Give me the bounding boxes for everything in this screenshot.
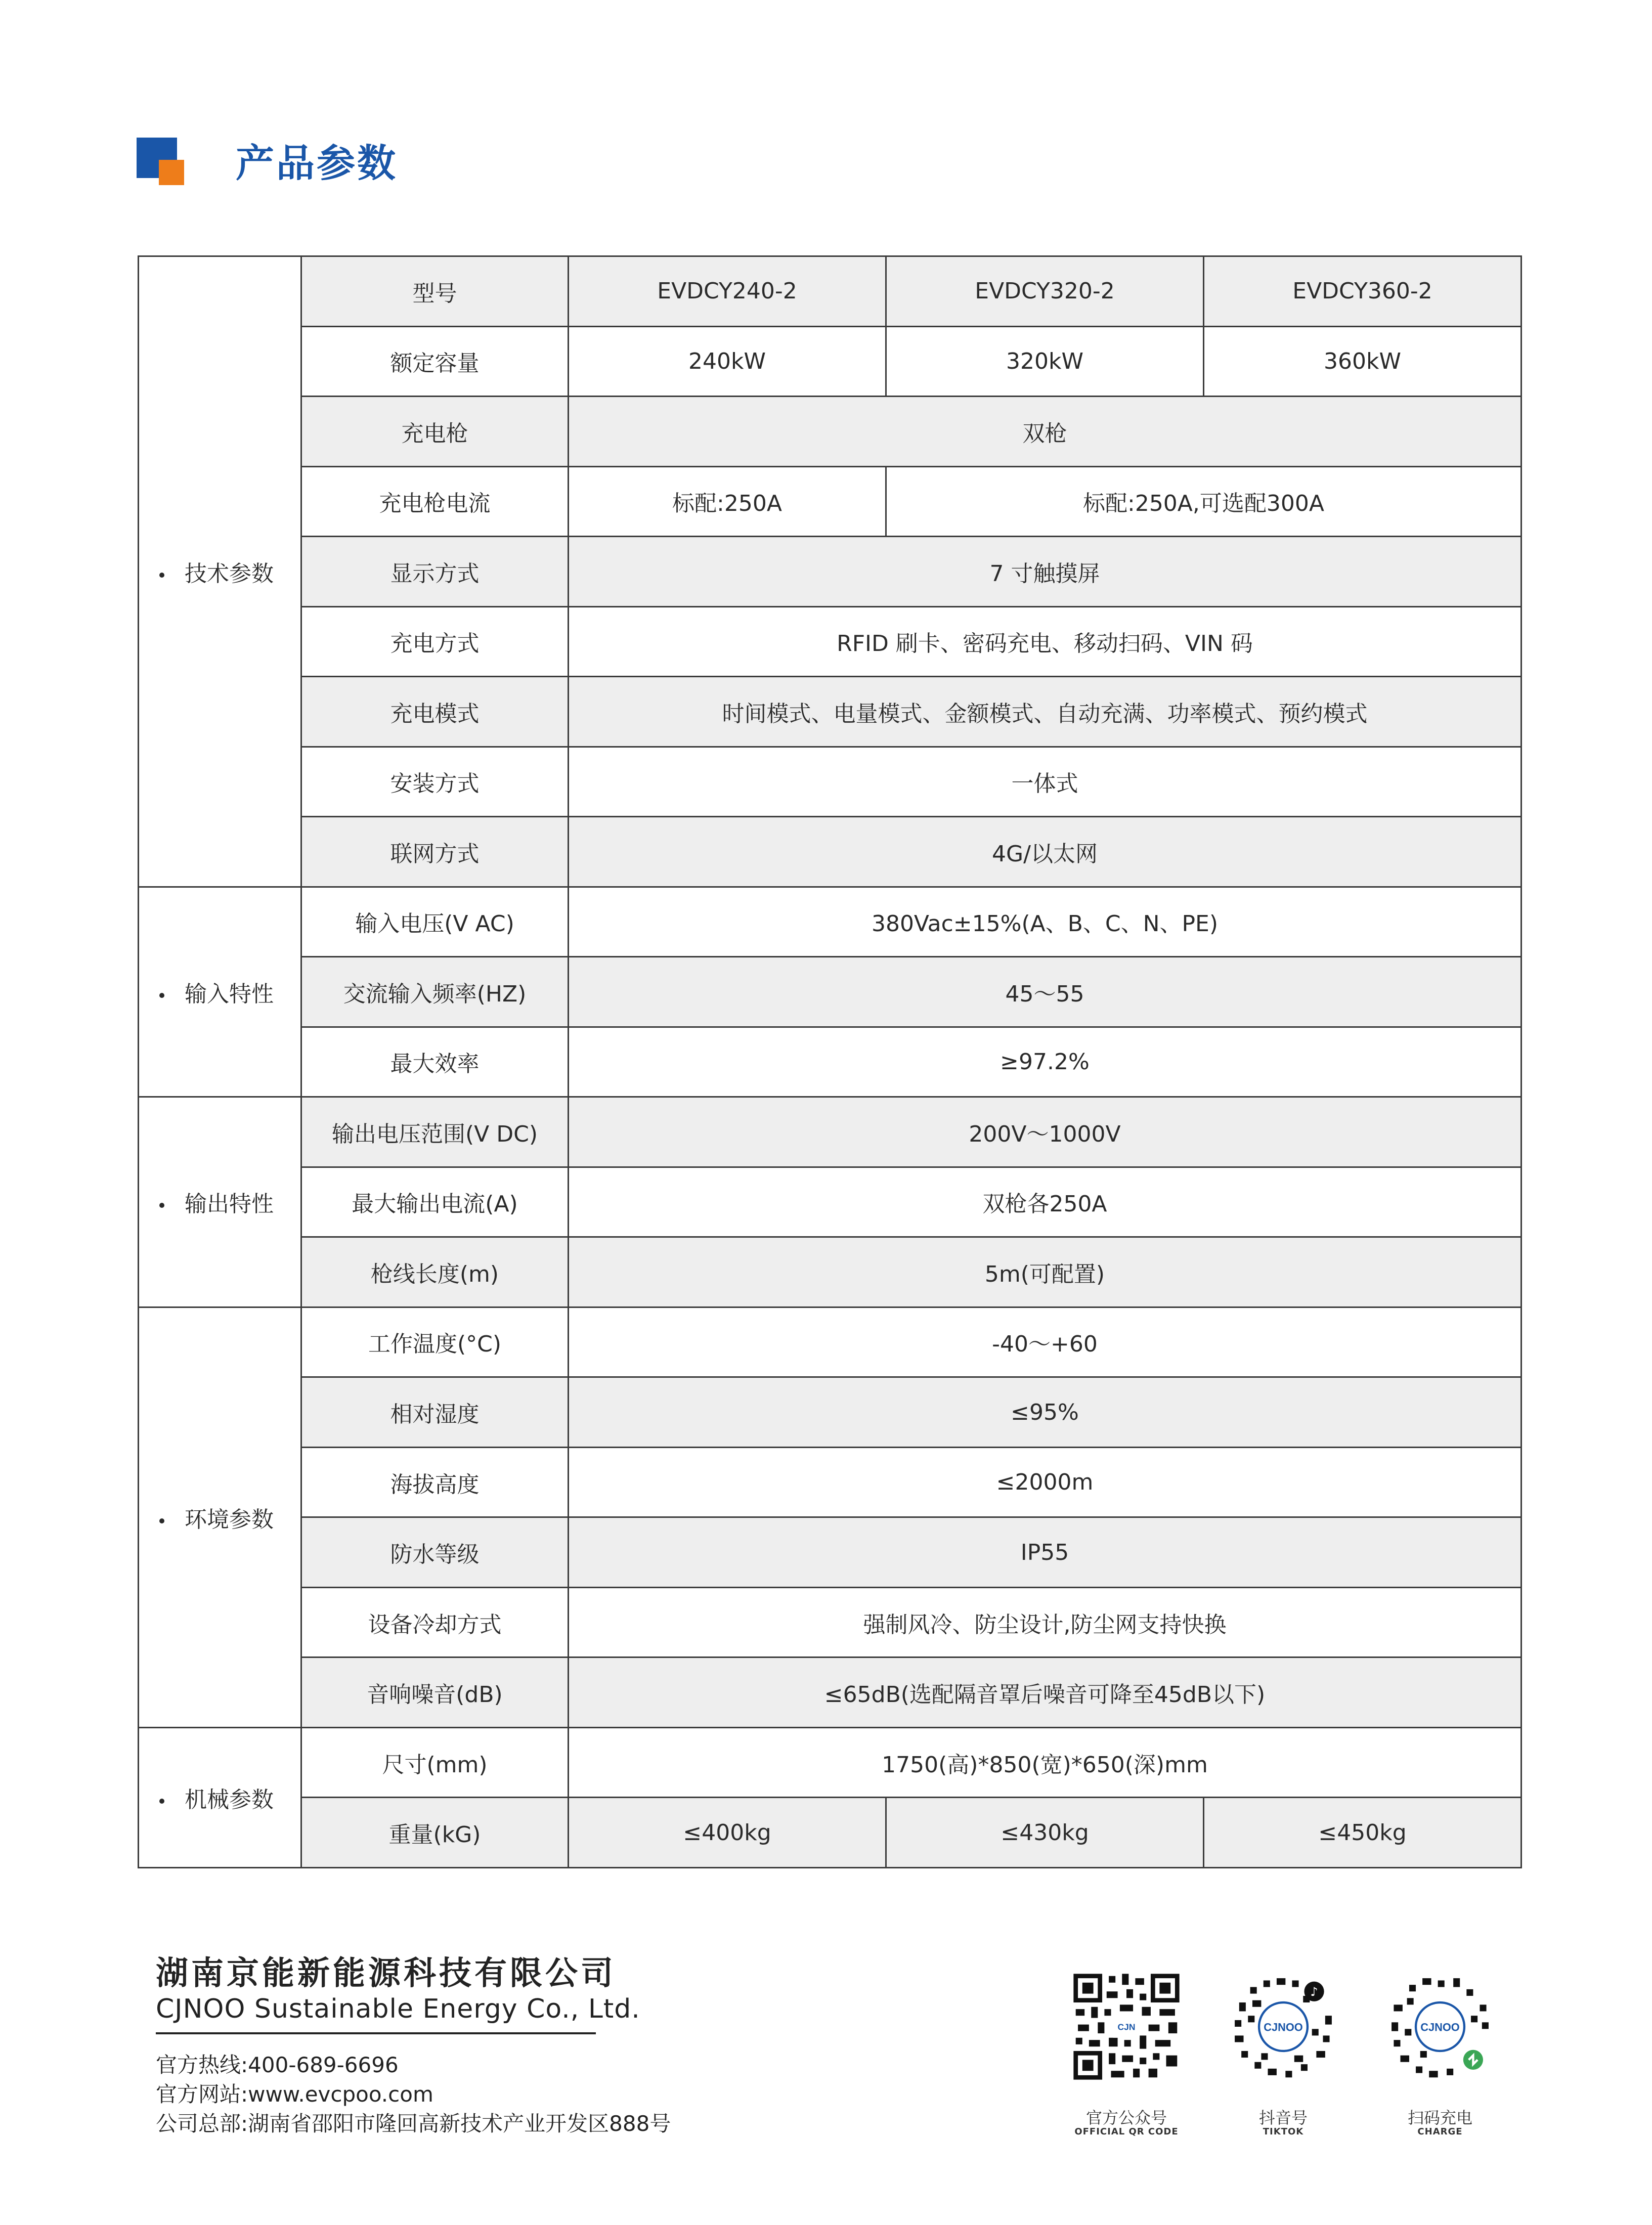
website-link[interactable]: 官方网站:www.evcpoo.com — [156, 2082, 433, 2107]
svg-text:CJNOO: CJNOO — [1264, 2021, 1303, 2034]
param-label: 显示方式 — [301, 537, 569, 607]
qr-sublabel: CHARGE — [1417, 2126, 1463, 2137]
value-cell: IP55 — [569, 1517, 1521, 1588]
table-row — [139, 677, 1521, 747]
bullet-icon — [159, 1203, 164, 1208]
value-cell: 45～55 — [569, 957, 1521, 1027]
qr-sublabel: OFFICIAL QR CODE — [1074, 2126, 1179, 2137]
param-label: 相对湿度 — [301, 1377, 569, 1448]
category-mech: 机械参数 — [139, 1727, 301, 1867]
table-row — [139, 1377, 1521, 1448]
value-cell: ≤65dB(选配隔音罩后噪音可降至45dB以下) — [569, 1657, 1521, 1728]
category-output: 输出特性 — [139, 1097, 301, 1307]
value-cell: ≤95% — [569, 1377, 1521, 1448]
svg-text:CJN: CJN — [1117, 2022, 1136, 2032]
param-label: 工作温度(°C) — [301, 1307, 569, 1377]
value-cell: 5m(可配置) — [569, 1237, 1521, 1307]
bullet-icon — [159, 1799, 164, 1804]
model-cell: EVDCY360-2 — [1204, 256, 1521, 327]
param-label: 海拔高度 — [301, 1447, 569, 1517]
value-cell: ≤400kg — [569, 1798, 886, 1868]
param-label: 最大效率 — [301, 1027, 569, 1097]
param-label: 输出电压范围(V DC) — [301, 1097, 569, 1167]
param-label: 安装方式 — [301, 747, 569, 817]
page-title: 产品参数 — [236, 141, 398, 186]
value-cell: ≥97.2% — [569, 1027, 1521, 1097]
table-row — [139, 887, 1521, 957]
bullet-icon — [159, 993, 164, 998]
value-cell: -40～+60 — [569, 1307, 1521, 1377]
value-cell: 7 寸触摸屏 — [569, 537, 1521, 607]
company-name-en: CJNOO Sustainable Energy Co., Ltd. — [156, 1994, 640, 2024]
table-row — [139, 1587, 1521, 1657]
param-label: 充电枪电流 — [301, 466, 569, 537]
value-cell: ≤450kg — [1204, 1798, 1521, 1868]
divider — [156, 2032, 596, 2034]
category-input: 输入特性 — [139, 887, 301, 1097]
table-row — [139, 606, 1521, 677]
param-label: 充电模式 — [301, 677, 569, 747]
param-label: 重量(kG) — [301, 1798, 569, 1868]
qr-label: 扫码充电 — [1407, 2108, 1472, 2127]
param-label: 充电方式 — [301, 606, 569, 677]
hotline-text: 官方热线:400-689-6696 — [156, 2053, 399, 2077]
value-cell: 380Vac±15%(A、B、C、N、PE) — [569, 887, 1521, 957]
table-row — [139, 1447, 1521, 1517]
orange-square-icon — [159, 160, 184, 185]
value-cell: 200V～1000V — [569, 1097, 1521, 1167]
table-row — [139, 466, 1521, 537]
table-row — [139, 537, 1521, 607]
category-env: 环境参数 — [139, 1307, 301, 1727]
address-text: 公司总部:湖南省邵阳市隆回高新技术产业开发区888号 — [156, 2111, 671, 2136]
value-cell: 360kW — [1204, 326, 1521, 397]
table-row — [139, 817, 1521, 887]
qr-label: 抖音号 — [1258, 2108, 1308, 2127]
model-cell: EVDCY240-2 — [569, 256, 886, 327]
value-cell: 4G/以太网 — [569, 817, 1521, 887]
table-row — [139, 256, 1521, 327]
table-row — [139, 1657, 1521, 1728]
table-row — [139, 1727, 1521, 1798]
model-cell: EVDCY320-2 — [886, 256, 1204, 327]
company-name-cn: 湖南京能新能源科技有限公司 — [156, 1955, 616, 1992]
param-label: 尺寸(mm) — [301, 1727, 569, 1798]
table-row — [139, 1798, 1521, 1868]
table-row — [139, 1027, 1521, 1097]
param-label: 设备冷却方式 — [301, 1587, 569, 1657]
value-cell: 双枪 — [569, 397, 1521, 467]
category-tech: 技术参数 — [139, 256, 301, 887]
value-cell: 标配:250A — [569, 466, 886, 537]
svg-text:CJNOO: CJNOO — [1420, 2021, 1460, 2034]
qr-sublabel: TIKTOK — [1263, 2126, 1304, 2137]
table-row — [139, 1237, 1521, 1307]
qr-label: 官方公众号 — [1085, 2108, 1167, 2127]
bullet-icon — [159, 1518, 164, 1523]
spec-table — [138, 255, 1522, 1868]
param-label: 防水等级 — [301, 1517, 569, 1588]
value-cell: ≤2000m — [569, 1447, 1521, 1517]
table-row — [139, 1097, 1521, 1167]
param-label: 输入电压(V AC) — [301, 887, 569, 957]
value-cell: RFID 刷卡、密码充电、移动扫码、VIN 码 — [569, 606, 1521, 677]
param-label: 枪线长度(m) — [301, 1237, 569, 1307]
param-label: 最大输出电流(A) — [301, 1167, 569, 1237]
value-cell: 时间模式、电量模式、金额模式、自动充满、功率模式、预约模式 — [569, 677, 1521, 747]
charge-qr-icon[interactable] — [1385, 1972, 1495, 2082]
value-cell: 双枪各250A — [569, 1167, 1521, 1237]
value-cell: 标配:250A,可选配300A — [886, 466, 1521, 537]
section-logo-mark — [137, 138, 184, 185]
value-cell: 1750(高)*850(宽)*650(深)mm — [569, 1727, 1521, 1798]
table-row — [139, 1307, 1521, 1377]
param-label: 额定容量 — [301, 326, 569, 397]
table-row — [139, 326, 1521, 397]
value-cell: 一体式 — [569, 747, 1521, 817]
tiktok-qr-icon[interactable] — [1228, 1972, 1338, 2082]
param-label: 型号 — [301, 256, 569, 327]
value-cell: ≤430kg — [886, 1798, 1204, 1868]
svg-text:♪: ♪ — [1310, 1984, 1318, 1999]
table-row — [139, 1167, 1521, 1237]
value-cell: 强制风冷、防尘设计,防尘网支持快换 — [569, 1587, 1521, 1657]
qr-code-icon[interactable] — [1071, 1972, 1182, 2082]
table-row — [139, 397, 1521, 467]
value-cell: 320kW — [886, 326, 1204, 397]
table-row — [139, 1517, 1521, 1588]
table-row — [139, 957, 1521, 1027]
bullet-icon — [159, 573, 164, 578]
param-label: 充电枪 — [301, 397, 569, 467]
param-label: 音响噪音(dB) — [301, 1657, 569, 1728]
param-label: 联网方式 — [301, 817, 569, 887]
value-cell: 240kW — [569, 326, 886, 397]
param-label: 交流输入频率(HZ) — [301, 957, 569, 1027]
table-row — [139, 747, 1521, 817]
